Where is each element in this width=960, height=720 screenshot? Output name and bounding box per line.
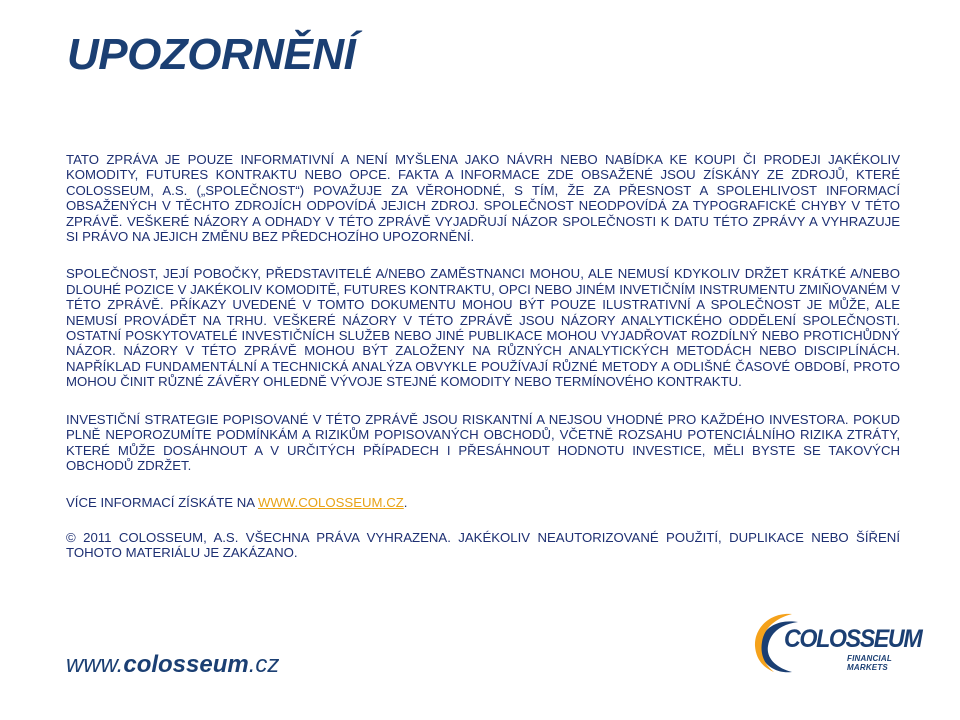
- logo-wordmark: COLOSSEUM: [784, 625, 922, 653]
- more-info-line: [66, 495, 900, 510]
- footer-url-suffix: .cz: [248, 651, 280, 678]
- more-info-period: .: [403, 495, 408, 511]
- footer-url[interactable]: [66, 651, 279, 679]
- website-link[interactable]: WWW.COLOSSEUM.CZ: [257, 495, 404, 511]
- disclaimer-paragraph-1: TATO ZPRÁVA JE POUZE INFORMATIVNÍ A NENÍ MYŠLENA JAKO NÁVRH NEBO NABÍDKA KE KOUPI ČI PRODEJI JAKÉKOLIV KOMODITY, FUTURES KONTRAKTU NEBO OPCE. FAKTA A INFORMACE ZDE OBSAŽENÉ JSOU ZÍSKÁNY ZE ZDROJŮ, KTERÉ COLOSSEUM, A.S. („SPOLEČNOST“) POVAŽUJE ZA VĚROHODNÉ, S TÍM, ŽE ZA PŘESNOST A SPOLEHLIVOST INFORMACÍ OBSAŽENÝCH V TĚCHTO ZDROJÍCH ODPOVÍDÁ JEJICH ZDROJ. SPOLEČNOST NEODPOVÍDÁ ZA TYPOGRAFICKÉ CHYBY V TÉTO ZPRÁVĚ. VEŠKERÉ NÁZORY A ODHADY V TÉTO ZPRÁVĚ VYJADŘUJÍ NÁZOR SPOLEČNOSTI K DATU TÉTO ZPRÁVY A VYHRAZUJE SI PRÁVO NA JEJICH ZMĚNU BEZ PŘEDCHOZÍHO UPOZORNĚNÍ.: [66, 152, 900, 245]
- copyright-notice: © 2011 COLOSSEUM, A.S. VŠECHNA PRÁVA VYHRAZENA. JAKÉKOLIV NEAUTORIZOVANÉ POUŽITÍ, DUPLIKACE NEBO ŠÍŘENÍ TOHOTO MATERIÁLU JE ZAKÁZANO.: [66, 529, 900, 561]
- colosseum-logo: [752, 610, 922, 680]
- logo-tagline: FINANCIAL MARKETS: [847, 654, 892, 672]
- footer-url-brand: colosseum: [123, 651, 249, 678]
- page-title: UPOZORNĚNÍ: [67, 30, 356, 79]
- disclaimer-paragraph-3: INVESTIČNÍ STRATEGIE POPISOVANÉ V TÉTO ZPRÁVĚ JSOU RISKANTNÍ A NEJSOU VHODNÉ PRO KAŽDÉHO INVESTORA. POKUD PLNĚ NEPOROZUMÍTE PODMÍNKÁM A RIZIKŮM POPISOVANÝCH OBCHODŮ, VČETNĚ ROZSAHU POTENCIÁLNÍHO RIZIKA ZTRÁTY, KTERÉ MŮŽE DOSÁHNOUT A V URČITÝCH PŘÍPADECH I PŘESÁHNOUT HODNOTU INVESTICE, MĚLI BYSTE SE TAKOVÝCH OBCHODŮ ZDRŽET.: [66, 411, 900, 473]
- more-info-text: VÍCE INFORMACÍ ZÍSKÁTE NA: [66, 495, 258, 511]
- disclaimer-paragraph-2: SPOLEČNOST, JEJÍ POBOČKY, PŘEDSTAVITELÉ A/NEBO ZAMĚSTNANCI MOHOU, ALE NEMUSÍ KDYKOLIV DRŽET KRÁTKÉ A/NEBO DLOUHÉ POZICE V JAKÉKOLIV KOMODITĚ, FUTURES KONTRAKTU, OPCI NEBO JINÉM INVETIČNÍM INSTRUMENTU ZMIŇOVANÉM V TÉTO ZPRÁVĚ. PŘÍKAZY UVEDENÉ V TOMTO DOKUMENTU MOHOU BÝT POUZE ILUSTRATIVNÍ A SPOLEČNOST JE MŮŽE, ALE NEMUSÍ PROVÁDĚT NA TRHU. VEŠKERÉ NÁZORY V TÉTO ZPRÁVĚ JSOU NÁZORY ANALYTICKÉHO ODDĚLENÍ SPOLEČNOSTI. OSTATNÍ POSKYTOVATELÉ INVESTIČNÍCH SLUŽEB NEBO JINÉ PUBLIKACE MOHOU VYJADŘOVAT ROZDÍLNÝ NEBO PROTICHŮDNÝ NÁZOR. NÁZORY V TÉTO ZPRÁVĚ MOHOU BÝT ZALOŽENY NA RŮZNÝCH ANALYTICKÝCH METODÁCH NEBO DISCIPLÍNÁCH. NAPŘÍKLAD FUNDAMENTÁLNÍ A TECHNICKÁ ANALÝZA OBVYKLE POUŽÍVAJÍ RŮZNÉ METODY A ODLIŠNÉ ČASOVÉ OBDOBÍ, PROTO MOHOU ČINIT RŮZNÉ ZÁVĚRY OHLEDNĚ VÝVOJE STEJNÉ KOMODITY NEBO TERMÍNOVÉHO KONTRAKTU.: [66, 266, 900, 390]
- footer-url-prefix: www.: [66, 651, 124, 678]
- disclaimer-body: [66, 152, 900, 583]
